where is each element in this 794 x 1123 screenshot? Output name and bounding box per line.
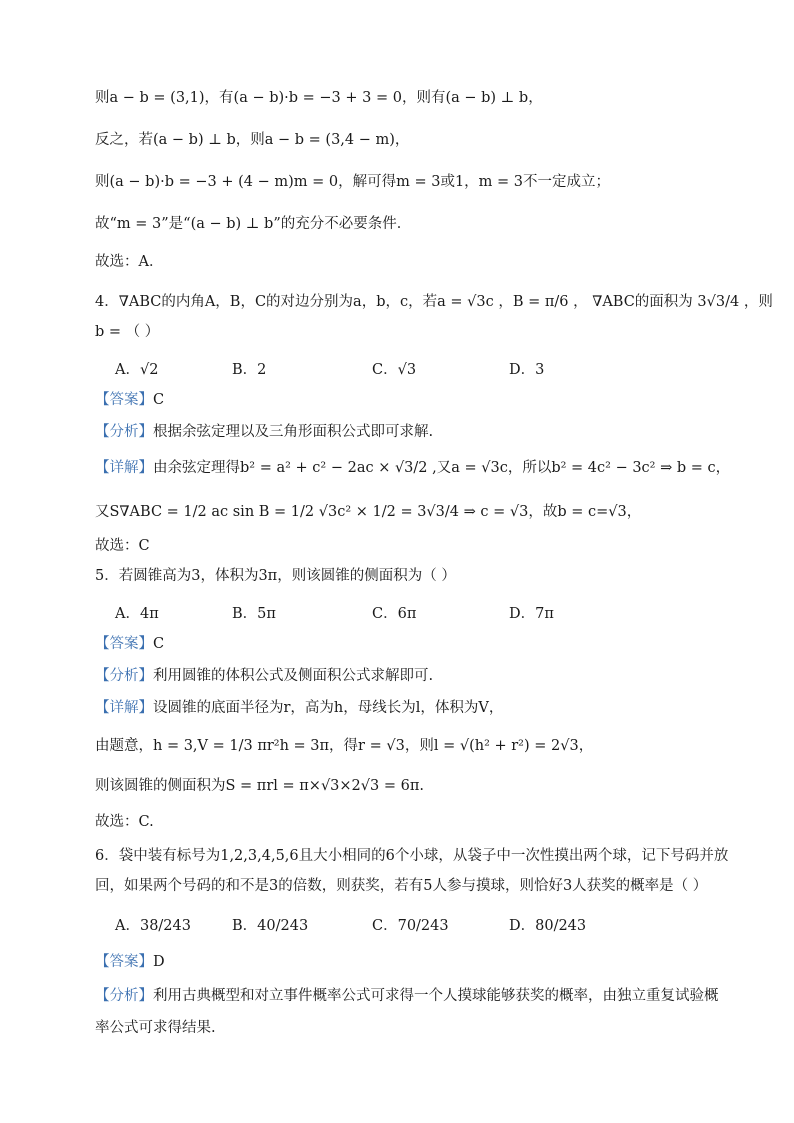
- option-a: A．4π: [115, 606, 159, 622]
- analysis-tag: 【分析】: [95, 988, 153, 1004]
- option-d: D．80/243: [509, 918, 587, 934]
- question-5-choice: 故选：C.: [95, 814, 154, 830]
- answer-value: D: [153, 954, 165, 970]
- answer-tag: 【答案】: [95, 636, 153, 652]
- question-5-detail-2: 由题意，h = 3,V = 1/3 πr²h = 3π，得r = √3，则l = √(h² + r²) = 2√3，: [95, 738, 594, 754]
- solution-line-3: 则(a − b)·b = −3 + (4 − m)m = 0，解可得m = 3或1，m = 3不一定成立；: [95, 174, 611, 190]
- option-d: D．3: [509, 362, 545, 378]
- question-4-detail: [95, 458, 734, 478]
- question-4-detail-2: 又S∇ABC = 1/2 ac sin B = 1/2 √3c² × 1/2 = 3√3/4 ⇒ c = √3，故b = c=√3，: [95, 504, 642, 520]
- option-b: B．2: [232, 362, 267, 378]
- answer-value: C: [153, 392, 165, 408]
- question-5-detail: [95, 698, 734, 718]
- question-5-stem: 5．若圆锥高为3，体积为3π，则该圆锥的侧面积为（ ）: [95, 568, 456, 584]
- detail-text: 由余弦定理得b² = a² + c² − 2ac × √3/2 ,又a = √3c，所以b² = 4c² − 3c² ⇒ b = c，: [153, 460, 731, 476]
- solution-line-1: 则a − b = (3,1)，有(a − b)·b = −3 + 3 = 0，则有(a − b) ⊥ b，: [95, 90, 543, 106]
- detail-tag: 【详解】: [95, 700, 153, 716]
- question-4-stem: 4．∇ABC的内角A，B，C的对边分别为a，b，c，若a = √3c ，B = π/6 ， ∇ABC的面积为 3√3/4 ，则: [95, 294, 773, 310]
- question-6-answer: [95, 952, 734, 972]
- analysis-text: 利用古典概型和对立事件概率公式可求得一个人摸球能够获奖的概率，由独立重复试验概: [153, 988, 719, 1004]
- answer-tag: 【答案】: [95, 392, 153, 408]
- answer-value: C: [153, 636, 165, 652]
- option-b: B．5π: [232, 606, 276, 622]
- answer-tag: 【答案】: [95, 954, 153, 970]
- question-5-analysis: [95, 666, 734, 686]
- question-6-stem: 6．袋中装有标号为1,2,3,4,5,6且大小相同的6个小球，从袋子中一次性摸出两个球，记下号码并放: [95, 848, 729, 864]
- detail-text: 设圆锥的底面半径为r，高为h，母线长为l，体积为V，: [153, 700, 504, 716]
- option-d: D．7π: [509, 606, 554, 622]
- detail-tag: 【详解】: [95, 460, 153, 476]
- solution-line-2: 反之，若(a − b) ⊥ b，则a − b = (3,4 − m)，: [95, 132, 410, 148]
- option-b: B．40/243: [232, 918, 309, 934]
- question-4-analysis: [95, 422, 734, 442]
- question-6-analysis-2: 率公式可求得结果.: [95, 1020, 216, 1036]
- question-5-detail-3: 则该圆锥的侧面积为S = πrl = π×√3×2√3 = 6π.: [95, 778, 424, 794]
- question-6-analysis: [95, 986, 734, 1006]
- option-c: C．70/243: [372, 918, 449, 934]
- solution-choice: 故选：A．: [95, 254, 164, 270]
- option-a: A．38/243: [115, 918, 191, 934]
- option-c: C．√3: [372, 362, 417, 378]
- analysis-tag: 【分析】: [95, 668, 153, 684]
- question-6-stem-cont: 回，如果两个号码的和不是3的倍数，则获奖，若有5人参与摸球，则恰好3人获奖的概率是（ ）: [95, 878, 708, 894]
- question-4-stem-cont: b = （ ）: [95, 324, 160, 340]
- question-4-choice: 故选：C: [95, 538, 150, 554]
- solution-line-4: 故“m = 3”是“(a − b) ⊥ b”的充分不必要条件．: [95, 216, 412, 232]
- question-4-answer: [95, 390, 734, 410]
- analysis-text: 根据余弦定理以及三角形面积公式即可求解.: [153, 424, 434, 440]
- option-a: A．√2: [115, 362, 159, 378]
- question-5-answer: [95, 634, 734, 654]
- option-c: C．6π: [372, 606, 417, 622]
- analysis-tag: 【分析】: [95, 424, 153, 440]
- analysis-text: 利用圆锥的体积公式及侧面积公式求解即可.: [153, 668, 434, 684]
